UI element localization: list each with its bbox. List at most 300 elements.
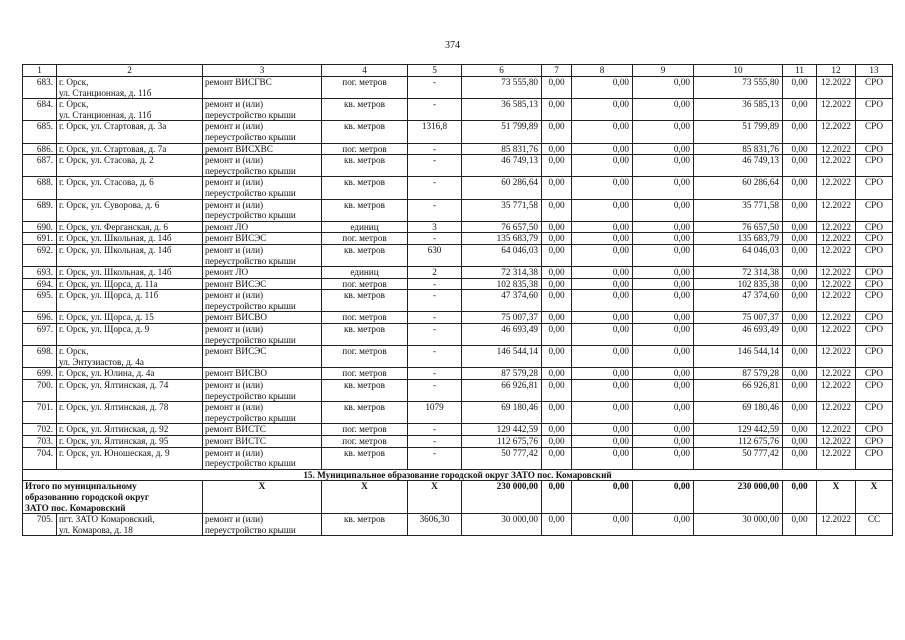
cost-col10-cell: 146 544,14 (694, 346, 783, 368)
cost-col9-cell: 0,00 (633, 244, 694, 266)
method-cell: СРО (856, 436, 893, 448)
cost-col11-cell: 0,00 (783, 424, 817, 436)
cost-col11-cell: 0,00 (783, 244, 817, 266)
cost-col11-cell: 0,00 (783, 436, 817, 448)
quantity-cell: - (408, 324, 462, 346)
deadline-cell: 12.2022 (817, 447, 856, 469)
cost-col11-cell: 0,00 (783, 447, 817, 469)
table-row (23, 290, 893, 312)
cost-col7-cell: 0,00 (542, 447, 572, 469)
cost-col9-cell: 0,00 (633, 155, 694, 177)
cost-col10-cell: 35 771,58 (694, 199, 783, 221)
cost-col9-cell: 0,00 (633, 324, 694, 346)
deadline-cell: 12.2022 (817, 244, 856, 266)
row-number: 683. (23, 77, 57, 99)
table-row (23, 380, 893, 402)
cost-col10-cell: 102 835,38 (694, 278, 783, 290)
cost-col8-cell: 0,00 (572, 402, 633, 424)
column-number-1: 1 (23, 65, 57, 77)
method-cell: СРО (856, 380, 893, 402)
cost-col10-cell: 135 683,79 (694, 233, 783, 245)
row-number: 704. (23, 447, 57, 469)
total-cost-cell: 30 000,00 (462, 514, 542, 536)
quantity-cell: - (408, 447, 462, 469)
cost-col11-cell: 0,00 (783, 143, 817, 155)
unit-cell: кв. метров (322, 380, 408, 402)
cost-col9-cell: 0,00 (633, 447, 694, 469)
work-type-cell: ремонт ВИСХВС (203, 143, 322, 155)
method-cell: СРО (856, 278, 893, 290)
work-type-cell: ремонт ВИСВО (203, 368, 322, 380)
cost-col9-cell: 0,00 (633, 267, 694, 279)
cost-col8-cell: 0,00 (572, 143, 633, 155)
cost-col8-cell: 0,00 (572, 278, 633, 290)
address-cell: г. Орск, ул. Щорса, д. 11б (57, 290, 203, 312)
total-cost-cell: 135 683,79 (462, 233, 542, 245)
cost-col10-cell: 72 314,38 (694, 267, 783, 279)
address-cell: г. Орск, ул. Стасова, д. 6 (57, 177, 203, 199)
cost-col10-cell: 75 007,37 (694, 312, 783, 324)
column-number-8: 8 (572, 65, 633, 77)
method-cell: СРО (856, 155, 893, 177)
work-type-cell: ремонт ВИСГВС (203, 77, 322, 99)
deadline-cell: 12.2022 (817, 221, 856, 233)
deadline-cell: 12.2022 (817, 278, 856, 290)
cost-col7-cell: 0,00 (542, 346, 572, 368)
cost-col11-cell: 0,00 (783, 121, 817, 143)
cost-col10-cell: 66 926,81 (694, 380, 783, 402)
cost-col10-cell: 85 831,76 (694, 143, 783, 155)
column-number-10: 10 (694, 65, 783, 77)
cost-col10-cell: 47 374,60 (694, 290, 783, 312)
cost-col11-cell: 0,00 (783, 77, 817, 99)
work-type-cell: ремонт и (или) переустройство крыши (203, 155, 322, 177)
row-number: 691. (23, 233, 57, 245)
quantity-cell: 1316,8 (408, 121, 462, 143)
cost-col8-cell: 0,00 (572, 346, 633, 368)
address-cell: г. Орск, ул. Энтузиастов, д. 4а (57, 346, 203, 368)
cost-col11-cell: 0,00 (783, 324, 817, 346)
total-col4: X (322, 481, 408, 514)
address-cell: пгт. ЗАТО Комаровский, ул. Комарова, д. 18 (57, 514, 203, 536)
cost-col7-cell: 0,00 (542, 368, 572, 380)
column-number-12: 12 (817, 65, 856, 77)
cost-col7-cell: 0,00 (542, 278, 572, 290)
table-row (23, 278, 893, 290)
cost-col11-cell: 0,00 (783, 290, 817, 312)
method-cell: СРО (856, 324, 893, 346)
quantity-cell: - (408, 99, 462, 121)
row-number: 693. (23, 267, 57, 279)
unit-cell: пог. метров (322, 312, 408, 324)
table-row (23, 121, 893, 143)
cost-col8-cell: 0,00 (572, 380, 633, 402)
deadline-cell: 12.2022 (817, 121, 856, 143)
method-cell: СРО (856, 368, 893, 380)
work-type-cell: ремонт и (или) переустройство крыши (203, 514, 322, 536)
work-type-cell: ремонт ВИСЭС (203, 278, 322, 290)
deadline-cell: 12.2022 (817, 177, 856, 199)
table-row (23, 514, 893, 536)
deadline-cell: 12.2022 (817, 514, 856, 536)
total-col9: 0,00 (633, 481, 694, 514)
address-cell: г. Орск, ул. Школьная, д. 14б (57, 233, 203, 245)
cost-col10-cell: 30 000,00 (694, 514, 783, 536)
cost-col7-cell: 0,00 (542, 267, 572, 279)
method-cell: СРО (856, 77, 893, 99)
total-cost-cell: 85 831,76 (462, 143, 542, 155)
cost-col7-cell: 0,00 (542, 77, 572, 99)
cost-col7-cell: 0,00 (542, 155, 572, 177)
address-cell: г. Орск, ул. Щорса, д. 9 (57, 324, 203, 346)
total-col8: 0,00 (572, 481, 633, 514)
work-type-cell: ремонт и (или) переустройство крыши (203, 402, 322, 424)
unit-cell: пог. метров (322, 424, 408, 436)
cost-col11-cell: 0,00 (783, 199, 817, 221)
unit-cell: кв. метров (322, 155, 408, 177)
column-number-2: 2 (57, 65, 203, 77)
method-cell: СРО (856, 267, 893, 279)
cost-col7-cell: 0,00 (542, 324, 572, 346)
cost-col7-cell: 0,00 (542, 177, 572, 199)
row-number: 697. (23, 324, 57, 346)
total-cost: 230 000,00 (462, 481, 542, 514)
cost-col9-cell: 0,00 (633, 199, 694, 221)
unit-cell: кв. метров (322, 514, 408, 536)
table-row (23, 99, 893, 121)
work-type-cell: ремонт ЛО (203, 267, 322, 279)
work-type-cell: ремонт и (или) переустройство крыши (203, 324, 322, 346)
cost-col8-cell: 0,00 (572, 244, 633, 266)
deadline-cell: 12.2022 (817, 267, 856, 279)
method-cell: СРО (856, 312, 893, 324)
row-number: 689. (23, 199, 57, 221)
cost-col7-cell: 0,00 (542, 233, 572, 245)
total-cost-cell: 129 442,59 (462, 424, 542, 436)
cost-col8-cell: 0,00 (572, 99, 633, 121)
cost-col8-cell: 0,00 (572, 177, 633, 199)
quantity-cell: 1079 (408, 402, 462, 424)
total-cost-cell: 35 771,58 (462, 199, 542, 221)
table-row (23, 346, 893, 368)
cost-col9-cell: 0,00 (633, 436, 694, 448)
row-number: 690. (23, 221, 57, 233)
unit-cell: единиц (322, 267, 408, 279)
cost-col8-cell: 0,00 (572, 368, 633, 380)
column-number-13: 13 (856, 65, 893, 77)
cost-col9-cell: 0,00 (633, 346, 694, 368)
cost-col10-cell: 46 749,13 (694, 155, 783, 177)
unit-cell: пог. метров (322, 436, 408, 448)
cost-col11-cell: 0,00 (783, 346, 817, 368)
deadline-cell: 12.2022 (817, 77, 856, 99)
column-number-5: 5 (408, 65, 462, 77)
quantity-cell: - (408, 278, 462, 290)
cost-col8-cell: 0,00 (572, 155, 633, 177)
unit-cell: единиц (322, 221, 408, 233)
total-cost-cell: 60 286,64 (462, 177, 542, 199)
cost-col9-cell: 0,00 (633, 143, 694, 155)
cost-col9-cell: 0,00 (633, 380, 694, 402)
method-cell: СРО (856, 346, 893, 368)
total-cost-cell: 51 799,89 (462, 121, 542, 143)
row-number: 698. (23, 346, 57, 368)
total-cost-cell: 76 657,50 (462, 221, 542, 233)
cost-col8-cell: 0,00 (572, 447, 633, 469)
cost-col9-cell: 0,00 (633, 514, 694, 536)
cost-col7-cell: 0,00 (542, 424, 572, 436)
method-cell: СС (856, 514, 893, 536)
table-row (23, 77, 893, 99)
unit-cell: пог. метров (322, 233, 408, 245)
total-col11: 0,00 (783, 481, 817, 514)
quantity-cell: 630 (408, 244, 462, 266)
unit-cell: кв. метров (322, 447, 408, 469)
row-number: 696. (23, 312, 57, 324)
table-row (23, 424, 893, 436)
cost-col7-cell: 0,00 (542, 221, 572, 233)
method-cell: СРО (856, 99, 893, 121)
total-col10: 230 000,00 (694, 481, 783, 514)
unit-cell: пог. метров (322, 278, 408, 290)
work-type-cell: ремонт ЛО (203, 221, 322, 233)
total-cost-cell: 75 007,37 (462, 312, 542, 324)
address-cell: г. Орск, ул. Стартовая, д. 3а (57, 121, 203, 143)
address-cell: г. Орск, ул. Стартовая, д. 7а (57, 143, 203, 155)
cost-col10-cell: 60 286,64 (694, 177, 783, 199)
total-cost-cell: 87 579,28 (462, 368, 542, 380)
cost-col8-cell: 0,00 (572, 233, 633, 245)
row-number: 702. (23, 424, 57, 436)
cost-col7-cell: 0,00 (542, 290, 572, 312)
deadline-cell: 12.2022 (817, 143, 856, 155)
column-number-3: 3 (203, 65, 322, 77)
table-row (23, 244, 893, 266)
table-row (23, 199, 893, 221)
column-number-4: 4 (322, 65, 408, 77)
address-cell: г. Орск, ул. Ферганская, д. 6 (57, 221, 203, 233)
total-cost-cell: 102 835,38 (462, 278, 542, 290)
cost-col9-cell: 0,00 (633, 121, 694, 143)
unit-cell: кв. метров (322, 324, 408, 346)
cost-col10-cell: 50 777,42 (694, 447, 783, 469)
cost-col7-cell: 0,00 (542, 99, 572, 121)
cost-col9-cell: 0,00 (633, 278, 694, 290)
address-cell: г. Орск, ул. Стасова, д. 2 (57, 155, 203, 177)
total-col13: X (856, 481, 893, 514)
address-cell: г. Орск, ул. Станционная, д. 11б (57, 99, 203, 121)
cost-col8-cell: 0,00 (572, 221, 633, 233)
total-col7: 0,00 (542, 481, 572, 514)
total-col3: X (203, 481, 322, 514)
quantity-cell: 2 (408, 267, 462, 279)
cost-col7-cell: 0,00 (542, 436, 572, 448)
cost-col9-cell: 0,00 (633, 402, 694, 424)
quantity-cell: - (408, 436, 462, 448)
cost-col10-cell: 46 693,49 (694, 324, 783, 346)
unit-cell: кв. метров (322, 121, 408, 143)
unit-cell: кв. метров (322, 99, 408, 121)
row-number: 685. (23, 121, 57, 143)
row-number: 694. (23, 278, 57, 290)
deadline-cell: 12.2022 (817, 199, 856, 221)
cost-col9-cell: 0,00 (633, 312, 694, 324)
unit-cell: кв. метров (322, 402, 408, 424)
total-cost-cell: 50 777,42 (462, 447, 542, 469)
cost-col11-cell: 0,00 (783, 221, 817, 233)
row-number: 701. (23, 402, 57, 424)
method-cell: СРО (856, 233, 893, 245)
quantity-cell: - (408, 233, 462, 245)
method-cell: СРО (856, 143, 893, 155)
quantity-cell: - (408, 424, 462, 436)
quantity-cell: - (408, 77, 462, 99)
deadline-cell: 12.2022 (817, 368, 856, 380)
cost-col9-cell: 0,00 (633, 177, 694, 199)
deadline-cell: 12.2022 (817, 436, 856, 448)
row-number: 684. (23, 99, 57, 121)
table-row (23, 267, 893, 279)
work-type-cell: ремонт и (или) переустройство крыши (203, 121, 322, 143)
address-cell: г. Орск, ул. Юлина, д. 4а (57, 368, 203, 380)
total-cost-cell: 73 555,80 (462, 77, 542, 99)
deadline-cell: 12.2022 (817, 346, 856, 368)
table-row (23, 143, 893, 155)
cost-col8-cell: 0,00 (572, 199, 633, 221)
cost-col8-cell: 0,00 (572, 267, 633, 279)
address-cell: г. Орск, ул. Щорса, д. 15 (57, 312, 203, 324)
unit-cell: пог. метров (322, 143, 408, 155)
work-type-cell: ремонт ВИСЭС (203, 233, 322, 245)
cost-col9-cell: 0,00 (633, 368, 694, 380)
column-number-7: 7 (542, 65, 572, 77)
cost-col7-cell: 0,00 (542, 514, 572, 536)
method-cell: СРО (856, 244, 893, 266)
address-cell: г. Орск, ул. Школьная, д. 14б (57, 267, 203, 279)
cost-col10-cell: 129 442,59 (694, 424, 783, 436)
work-type-cell: ремонт ВИСЭС (203, 346, 322, 368)
cost-col10-cell: 64 046,03 (694, 244, 783, 266)
row-number: 688. (23, 177, 57, 199)
total-cost-cell: 66 926,81 (462, 380, 542, 402)
method-cell: СРО (856, 424, 893, 436)
cost-col7-cell: 0,00 (542, 402, 572, 424)
total-cost-cell: 146 544,14 (462, 346, 542, 368)
cost-col8-cell: 0,00 (572, 514, 633, 536)
table-row (23, 221, 893, 233)
cost-col11-cell: 0,00 (783, 514, 817, 536)
address-cell: г. Орск, ул. Школьная, д. 14б (57, 244, 203, 266)
quantity-cell: 3606,30 (408, 514, 462, 536)
cost-col8-cell: 0,00 (572, 424, 633, 436)
address-cell: г. Орск, ул. Ялтинская, д. 92 (57, 424, 203, 436)
column-number-11: 11 (783, 65, 817, 77)
method-cell: СРО (856, 221, 893, 233)
header-row (23, 65, 893, 77)
cost-col10-cell: 69 180,46 (694, 402, 783, 424)
cost-col11-cell: 0,00 (783, 233, 817, 245)
cost-col8-cell: 0,00 (572, 312, 633, 324)
table-row (23, 233, 893, 245)
method-cell: СРО (856, 447, 893, 469)
work-type-cell: ремонт и (или) переустройство крыши (203, 244, 322, 266)
cost-col10-cell: 76 657,50 (694, 221, 783, 233)
address-cell: г. Орск, ул. Суворова, д. 6 (57, 199, 203, 221)
total-cost-cell: 64 046,03 (462, 244, 542, 266)
deadline-cell: 12.2022 (817, 402, 856, 424)
row-number: 687. (23, 155, 57, 177)
quantity-cell: 3 (408, 221, 462, 233)
cost-col9-cell: 0,00 (633, 424, 694, 436)
cost-col8-cell: 0,00 (572, 324, 633, 346)
method-cell: СРО (856, 121, 893, 143)
total-label: Итого по муниципальному образованию городской округ ЗАТО пос. Комаровский (23, 481, 203, 514)
quantity-cell: - (408, 380, 462, 402)
cost-col9-cell: 0,00 (633, 233, 694, 245)
cost-col11-cell: 0,00 (783, 312, 817, 324)
unit-cell: кв. метров (322, 290, 408, 312)
work-type-cell: ремонт и (или) переустройство крыши (203, 447, 322, 469)
method-cell: СРО (856, 402, 893, 424)
column-number-6: 6 (462, 65, 542, 77)
total-cost-cell: 69 180,46 (462, 402, 542, 424)
deadline-cell: 12.2022 (817, 324, 856, 346)
table-row (23, 312, 893, 324)
cost-col7-cell: 0,00 (542, 121, 572, 143)
cost-col7-cell: 0,00 (542, 244, 572, 266)
capital-repair-table (22, 64, 893, 536)
unit-cell: кв. метров (322, 177, 408, 199)
cost-col8-cell: 0,00 (572, 121, 633, 143)
total-cost-cell: 47 374,60 (462, 290, 542, 312)
work-type-cell: ремонт ВИСТС (203, 436, 322, 448)
cost-col8-cell: 0,00 (572, 436, 633, 448)
cost-col9-cell: 0,00 (633, 77, 694, 99)
deadline-cell: 12.2022 (817, 380, 856, 402)
work-type-cell: ремонт и (или) переустройство крыши (203, 177, 322, 199)
section-row (23, 469, 893, 481)
table-row (23, 436, 893, 448)
cost-col11-cell: 0,00 (783, 177, 817, 199)
unit-cell: пог. метров (322, 346, 408, 368)
work-type-cell: ремонт и (или) переустройство крыши (203, 99, 322, 121)
total-col5: X (408, 481, 462, 514)
cost-col7-cell: 0,00 (542, 143, 572, 155)
quantity-cell: - (408, 290, 462, 312)
quantity-cell: - (408, 312, 462, 324)
quantity-cell: - (408, 199, 462, 221)
address-cell: г. Орск, ул. Ялтинская, д. 74 (57, 380, 203, 402)
cost-col7-cell: 0,00 (542, 199, 572, 221)
method-cell: СРО (856, 199, 893, 221)
table-row (23, 177, 893, 199)
deadline-cell: 12.2022 (817, 99, 856, 121)
address-cell: г. Орск, ул. Ялтинская, д. 78 (57, 402, 203, 424)
cost-col10-cell: 51 799,89 (694, 121, 783, 143)
deadline-cell: 12.2022 (817, 155, 856, 177)
deadline-cell: 12.2022 (817, 312, 856, 324)
section-title: 15. Муниципальное образование городской округ ЗАТО пос. Комаровский (23, 469, 893, 481)
work-type-cell: ремонт и (или) переустройство крыши (203, 380, 322, 402)
unit-cell: пог. метров (322, 77, 408, 99)
cost-col11-cell: 0,00 (783, 402, 817, 424)
cost-col11-cell: 0,00 (783, 368, 817, 380)
table-row (23, 155, 893, 177)
cost-col9-cell: 0,00 (633, 221, 694, 233)
unit-cell: кв. метров (322, 244, 408, 266)
deadline-cell: 12.2022 (817, 290, 856, 312)
cost-col11-cell: 0,00 (783, 155, 817, 177)
